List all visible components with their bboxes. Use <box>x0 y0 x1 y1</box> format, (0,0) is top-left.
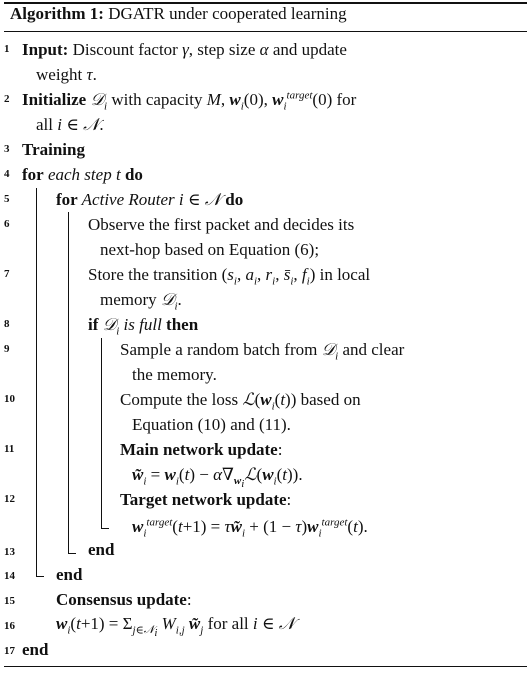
keyword: for <box>56 190 78 209</box>
punctuation: : <box>277 440 283 459</box>
algorithm-line: weight τ. <box>36 65 97 84</box>
line-number: 9 <box>4 343 10 355</box>
algorithm-label: Algorithm 1: <box>10 4 104 23</box>
keyword: Initialize <box>22 90 87 109</box>
algorithm-line: Compute the loss $ℒ(w_i(t))$ based on <box>120 390 361 413</box>
algorithm-line: memory 𝒟$_i$. <box>100 290 182 313</box>
line-number: 15 <box>4 595 15 607</box>
algorithm-name: DGATR under cooperated learning <box>108 4 347 23</box>
indent-bar-for-step <box>36 188 37 576</box>
line-number: 16 <box>4 620 15 632</box>
algorithm-line: Equation (10) and (11). <box>132 415 291 434</box>
title-rule <box>4 31 527 32</box>
algorithm-line: end <box>22 640 49 659</box>
bottom-rule <box>4 666 527 667</box>
indent-tick-if-full <box>101 528 109 529</box>
line-number: 11 <box>4 443 15 455</box>
punctuation: : <box>186 590 192 609</box>
algorithm-line: end <box>56 565 83 584</box>
indent-bar-for-router <box>68 212 69 553</box>
algorithm-line: the memory. <box>132 365 217 384</box>
keyword: do <box>124 165 143 184</box>
keyword: for <box>22 165 44 184</box>
line-number: 12 <box>4 493 15 505</box>
punctuation: : <box>286 490 292 509</box>
algorithm-line: end <box>88 540 115 559</box>
algorithm-line: Sample a random batch from 𝒟$_i$ and clear <box>120 340 405 363</box>
keyword: if <box>88 315 99 334</box>
algorithm-line: $w_i^{target}(t+1)$ = $\tau w̃_i + (1 - \tau)w_i^{target}(t)$. <box>132 516 368 540</box>
algorithm-line <box>56 590 192 610</box>
indent-bar-if-full <box>101 338 102 528</box>
line-number: 4 <box>4 168 10 180</box>
algorithm-line: $w_i(t+1) = \Sigma_{j\in 𝒩_i}$ $W_{i,j}$ $w̃_j$ for all i ∈ 𝒩 <box>56 614 296 640</box>
algorithm-line: all i ∈ 𝒩. <box>36 115 104 134</box>
algorithm-line: Initialize 𝒟$_i$ with capacity M, $w_i(0)$, $w_i^{target}(0)$ for <box>22 89 357 113</box>
line-number: 17 <box>4 645 15 657</box>
line-number: 6 <box>4 218 10 230</box>
indent-tick-for-router <box>68 553 76 554</box>
line-number: 14 <box>4 570 15 582</box>
algorithm-line: for Active Router i ∈ 𝒩 do <box>56 190 244 209</box>
keyword: Consensus update <box>56 590 187 609</box>
line-number: 10 <box>4 393 15 405</box>
algorithm-line: for each step t do <box>22 165 143 184</box>
keyword: then <box>166 315 199 334</box>
line-number: 8 <box>4 318 10 330</box>
line-number: 5 <box>4 193 10 205</box>
algorithm-line: next-hop based on Equation (6); <box>100 240 320 259</box>
line-number: 13 <box>4 546 15 558</box>
algorithm-line: $w̃_i = w_i(t)$ − $\alpha\nabla_{w_i}ℒ(w_i(t))$. <box>132 465 303 491</box>
line-number: 7 <box>4 268 10 280</box>
keyword: do <box>225 190 244 209</box>
line-number: 1 <box>4 43 10 55</box>
algorithm-line: Input: Discount factor γ, step size α and update <box>22 40 347 59</box>
algorithm-line: Observe the first packet and decides its <box>88 215 355 234</box>
algorithm-line <box>120 440 282 460</box>
line-number: 3 <box>4 143 10 155</box>
algorithm-title <box>10 4 347 24</box>
algorithm-line: Store the transition ($s_i$, $a_i$, $r_i$, $s̄_i$, $f_i$) in local <box>88 265 371 288</box>
indent-tick-for-step <box>36 576 44 577</box>
algorithm-line <box>120 490 291 510</box>
keyword: Main network update <box>120 440 278 459</box>
line-number: 2 <box>4 93 10 105</box>
algorithm-line: Training <box>22 140 85 159</box>
keyword: Input: <box>22 40 69 59</box>
algorithm-line: if 𝒟$_i$ is full then <box>88 315 199 338</box>
keyword: Target network update <box>120 490 287 509</box>
